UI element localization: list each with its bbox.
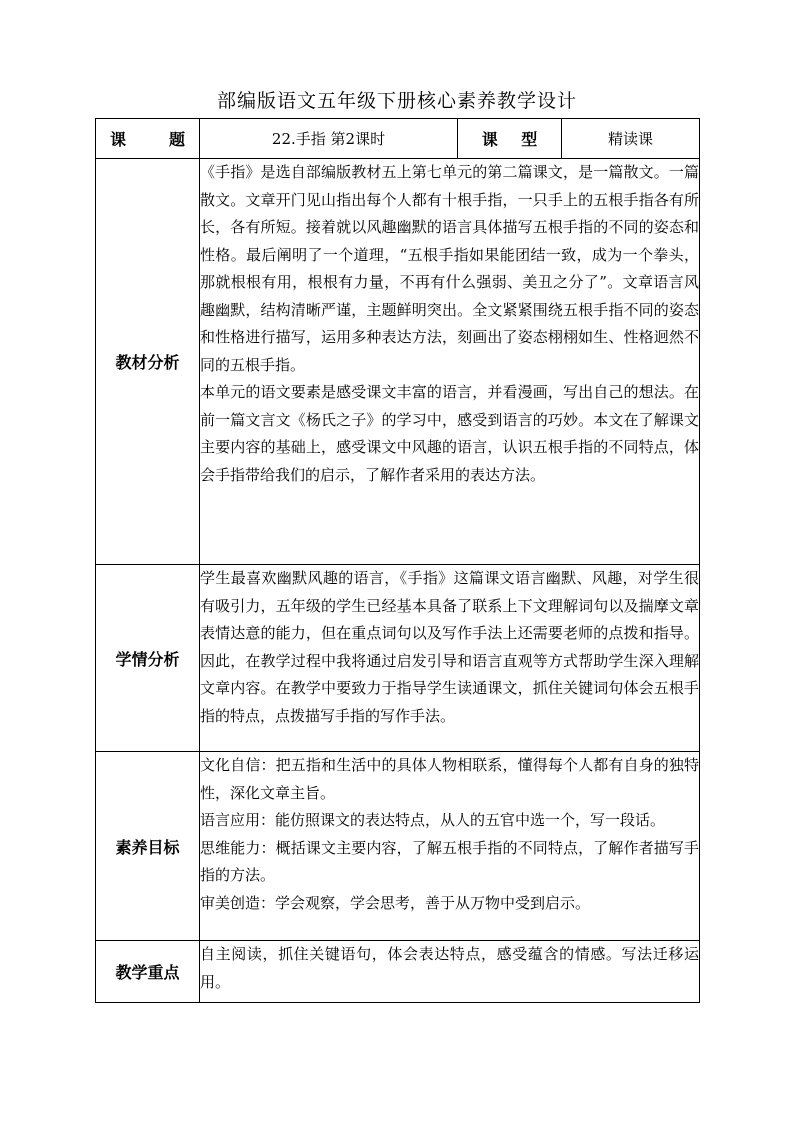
teaching-focus-content [200, 941, 700, 1003]
goal-aesthetic: 审美创造：学会观察，学会思考，善于从万物中受到启示。 [200, 893, 591, 912]
student-analysis-label: 学情分析 [96, 565, 200, 752]
header-row [96, 119, 700, 159]
material-analysis-content [200, 159, 700, 565]
lesson-type-label [458, 119, 562, 159]
lesson-type-value: 精读课 [562, 119, 700, 159]
student-paragraph-1: 学生最喜欢幽默风趣的语言，《手指》这篇课文语言幽默、风趣，对学生很有吸引力，五年级的学生已经基本具备了联系上下文理解词句以及揣摩文章表情达意的能力，但在重点词句以及写作手法上还需要老师的点拨和指导。因此，在教学过程中我将通过启发引导和语言直观等方式帮助学生深入理解文章内容。在教学中要致力于指导学生读通课文，抓住关键词句体会五根手指的特点，点拨描写手指的写作手法。 [200, 569, 699, 725]
goal-thinking: 思维能力：概括课文主要内容，了解五根手指的不同特点，了解作者描写手指的方法。 [200, 838, 699, 884]
student-analysis-row [96, 565, 700, 752]
lesson-title-value: 22.手指 第2课时 [200, 119, 458, 159]
lesson-title-label-char-1: 课 [110, 130, 127, 149]
material-paragraph-1: 《手指》是选自部编版教材五上第七单元的第二篇课文，是一篇散文。一篇散文。文章开门见山指出每个人都有十根手指，一只手上的五根手指各有所长，各有所短。接着就以风趣幽默的语言具体描写五根手指的不同的姿态和性格。最后阐明了一个道理，“五根手指如果能团结一致，成为一个拳头，那就根根有用，根根有力量，不再有什么强弱、美丑之分了”。文章语言风趣幽默，结构清晰严谨，主题鲜明突出。全文紧紧围绕五根手指不同的姿态和性格进行描写，运用多种表达方法，刻画出了姿态栩栩如生、性格迥然不同的五根手指。 [200, 163, 699, 374]
lesson-plan-table [95, 118, 700, 1003]
goal-culture: 文化自信：把五指和生活中的具体人物相联系，懂得每个人都有自身的独特性，深化文章主旨。 [200, 756, 699, 802]
lesson-title-label-char-2: 题 [168, 130, 185, 149]
literacy-goals-label: 素养目标 [96, 752, 200, 941]
material-analysis-label: 教材分析 [96, 159, 200, 565]
material-paragraph-2: 本单元的语文要素是感受课文丰富的语言，并看漫画，写出自己的想法。在前一篇文言文《杨氏之子》的学习中，感受到语言的巧妙。本文在了解课文主要内容的基础上，感受课文中风趣的语言，认识五根手指的不同特点，体会手指带给我们的启示，了解作者采用的表达方法。 [200, 383, 699, 484]
teaching-focus-row [96, 941, 700, 1003]
lesson-type-label-char-2: 型 [521, 130, 538, 149]
teaching-focus-label: 教学重点 [96, 941, 200, 1003]
goal-language: 语言应用：能仿照课文的表达特点，从人的五官中选一个，写一段话。 [200, 811, 666, 829]
literacy-goals-row [96, 752, 700, 941]
focus-paragraph-1: 自主阅读，抓住关键语句，体会表达特点，感受蕴含的情感。写法迁移运用。 [200, 945, 699, 991]
literacy-goals-content [200, 752, 700, 941]
lesson-type-label-char-1: 课 [481, 130, 498, 149]
material-analysis-row [96, 159, 700, 565]
student-analysis-content [200, 565, 700, 752]
lesson-title-label [96, 119, 200, 159]
document-title: 部编版语文五年级下册核心素养教学设计 [216, 90, 577, 112]
